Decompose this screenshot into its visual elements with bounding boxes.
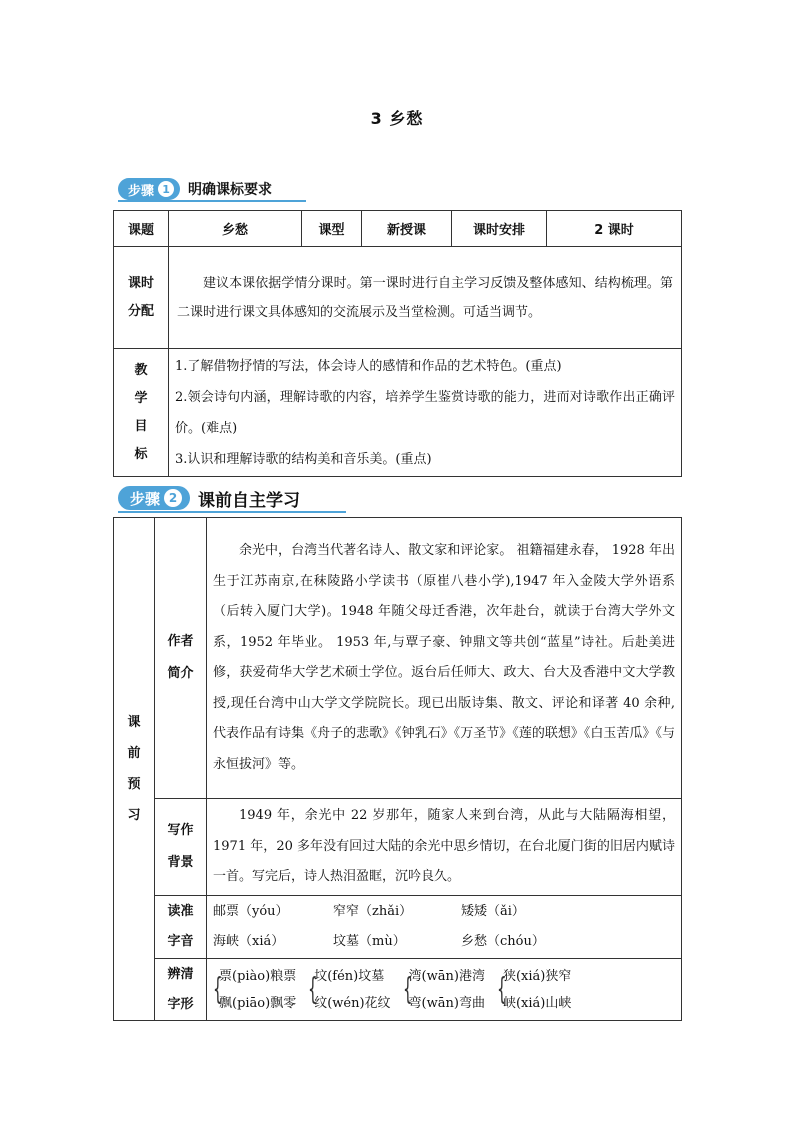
char-pair bbox=[401, 963, 485, 1017]
step-badge-label: 步骤 bbox=[130, 489, 161, 508]
label-line: 习 bbox=[127, 808, 141, 823]
goal-item: 3.认识和理解诗歌的结构美和音乐美。(重点) bbox=[175, 451, 432, 467]
goals-text bbox=[169, 349, 682, 477]
label-line: 分配 bbox=[127, 303, 154, 319]
label-line: 字形 bbox=[167, 996, 194, 1012]
label-line: 字音 bbox=[167, 934, 194, 949]
preview-label bbox=[114, 518, 155, 1021]
char-pair-line: 飘(piāo)飘零 bbox=[219, 995, 297, 1011]
step-title: 课前自主学习 bbox=[198, 490, 301, 511]
page-title: 3 乡愁 bbox=[370, 109, 424, 128]
background-text: 1949 年，余光中 22 岁那年，随家人来到台湾，从此与大陆隔海相望，1971 年，20 多年没有回过大陆的余光中思乡情切，在台北厦门街的旧居内赋诗一首。写完后，诗人热泪盈眶，沉吟良久。 bbox=[207, 799, 682, 896]
pronunciation-label bbox=[155, 896, 207, 959]
char-pair-line: 弯(wān)弯曲 bbox=[408, 995, 485, 1011]
alloc-label bbox=[114, 247, 169, 349]
char-form-list bbox=[207, 963, 681, 1017]
label-line: 课 bbox=[127, 715, 141, 730]
header-cell: 课时安排 bbox=[452, 211, 547, 247]
label-line: 读准 bbox=[167, 904, 194, 919]
label-line: 辨清 bbox=[167, 966, 194, 982]
label-line: 预 bbox=[127, 777, 141, 792]
divider bbox=[118, 511, 346, 513]
goal-label bbox=[114, 349, 169, 477]
goal-item: 1.了解借物抒情的写法，体会诗人的感情和作品的艺术特色。(重点) bbox=[175, 358, 562, 374]
char-pair-line: 坟(fén)坟墓 bbox=[314, 968, 385, 984]
step-2-heading bbox=[118, 486, 300, 510]
char-form-cell bbox=[207, 959, 682, 1021]
step-title: 明确课标要求 bbox=[188, 182, 273, 198]
course-requirements-table bbox=[113, 210, 682, 477]
label-line: 目 bbox=[134, 418, 148, 434]
background-label bbox=[155, 799, 207, 896]
step-badge-label: 步骤 bbox=[128, 183, 155, 199]
brace-icon: { bbox=[308, 971, 318, 1007]
char-pair-line: 湾(wān)港湾 bbox=[408, 968, 485, 984]
char-pair bbox=[211, 963, 296, 1017]
header-cell: 课题 bbox=[114, 211, 169, 247]
label-line: 课时 bbox=[127, 275, 154, 291]
step-number: 1 bbox=[158, 181, 174, 197]
char-pair-line: 峡(xiá)山峡 bbox=[502, 995, 572, 1011]
label-line: 作者 bbox=[167, 634, 194, 649]
pronunciation-cell bbox=[207, 896, 682, 959]
author-label bbox=[155, 518, 207, 799]
preview-table bbox=[113, 517, 682, 1021]
pronunciation-row bbox=[207, 897, 681, 927]
pronunciation-item: 窄窄（zhǎi） bbox=[333, 904, 413, 919]
label-line: 学 bbox=[134, 390, 148, 406]
char-pair-line: 纹(wén)花纹 bbox=[314, 995, 391, 1011]
label-line: 标 bbox=[134, 446, 148, 462]
header-cell: 课型 bbox=[302, 211, 362, 247]
char-pair-line: 票(piào)粮票 bbox=[219, 968, 297, 984]
pronunciation-item: 矮矮（ǎi） bbox=[461, 904, 525, 919]
author-text: 余光中，台湾当代著名诗人、散文家和评论家。 祖籍福建永春， 1928 年出生于江苏南京,在秣陵路小学读书（原崔八巷小学),1947 年入金陵大学外语系（后转入厦门大学)。1948 年随父母迁香港，次年赴台，就读于台湾大学外文系，1952 年毕业。 1953 年,与覃子豪、钟鼎文等共创“蓝星”诗社。后赴美进修，获爱荷华大学艺术硕士学位。返台后任师大、政大、台大及香港中文大学教授,现任台湾中山大学文学院院长。现已出版诗集、散文、评论和译著 40 余种,代表作品有诗集《舟子的悲歌》《钟乳石》《万圣节》《莲的联想》《白玉苦瓜》《与永恒拔河》等。 bbox=[207, 518, 682, 799]
header-cell: 新授课 bbox=[362, 211, 452, 247]
pronunciation-item: 坟墓（mù） bbox=[333, 934, 406, 949]
char-pair-line: 狭(xiá)狭窄 bbox=[502, 968, 572, 984]
label-line: 简介 bbox=[167, 666, 194, 681]
step-badge bbox=[118, 486, 190, 510]
label-line: 背景 bbox=[167, 855, 194, 870]
header-cell: 2 课时 bbox=[547, 211, 682, 247]
label-line: 前 bbox=[127, 746, 141, 761]
char-pair bbox=[495, 963, 571, 1017]
brace-icon: { bbox=[402, 971, 413, 1007]
header-cell: 乡愁 bbox=[169, 211, 302, 247]
pronunciation-item: 乡愁（chóu） bbox=[461, 934, 545, 949]
char-form-label bbox=[155, 959, 207, 1021]
pronunciation-item: 邮票（yóu） bbox=[213, 904, 289, 919]
alloc-text: 建议本课依据学情分课时。第一课时进行自主学习反馈及整体感知、结构梳理。第二课时进行课文具体感知的交流展示及当堂检测。可适当调节。 bbox=[169, 247, 682, 349]
step-1-heading bbox=[118, 177, 272, 201]
brace-icon: { bbox=[496, 971, 507, 1007]
pronunciation-row bbox=[207, 927, 681, 957]
pronunciation-item: 海峡（xiá） bbox=[213, 934, 285, 949]
char-pair bbox=[306, 963, 390, 1017]
brace-icon: { bbox=[213, 971, 223, 1007]
step-number: 2 bbox=[164, 489, 182, 507]
label-line: 写作 bbox=[167, 823, 194, 838]
step-badge bbox=[118, 178, 180, 200]
goal-item: 2.领会诗句内涵，理解诗歌的内容，培养学生鉴赏诗歌的能力，进而对诗歌作出正确评价。(难点) bbox=[175, 389, 675, 436]
label-line: 教 bbox=[134, 362, 148, 378]
divider bbox=[118, 200, 306, 202]
